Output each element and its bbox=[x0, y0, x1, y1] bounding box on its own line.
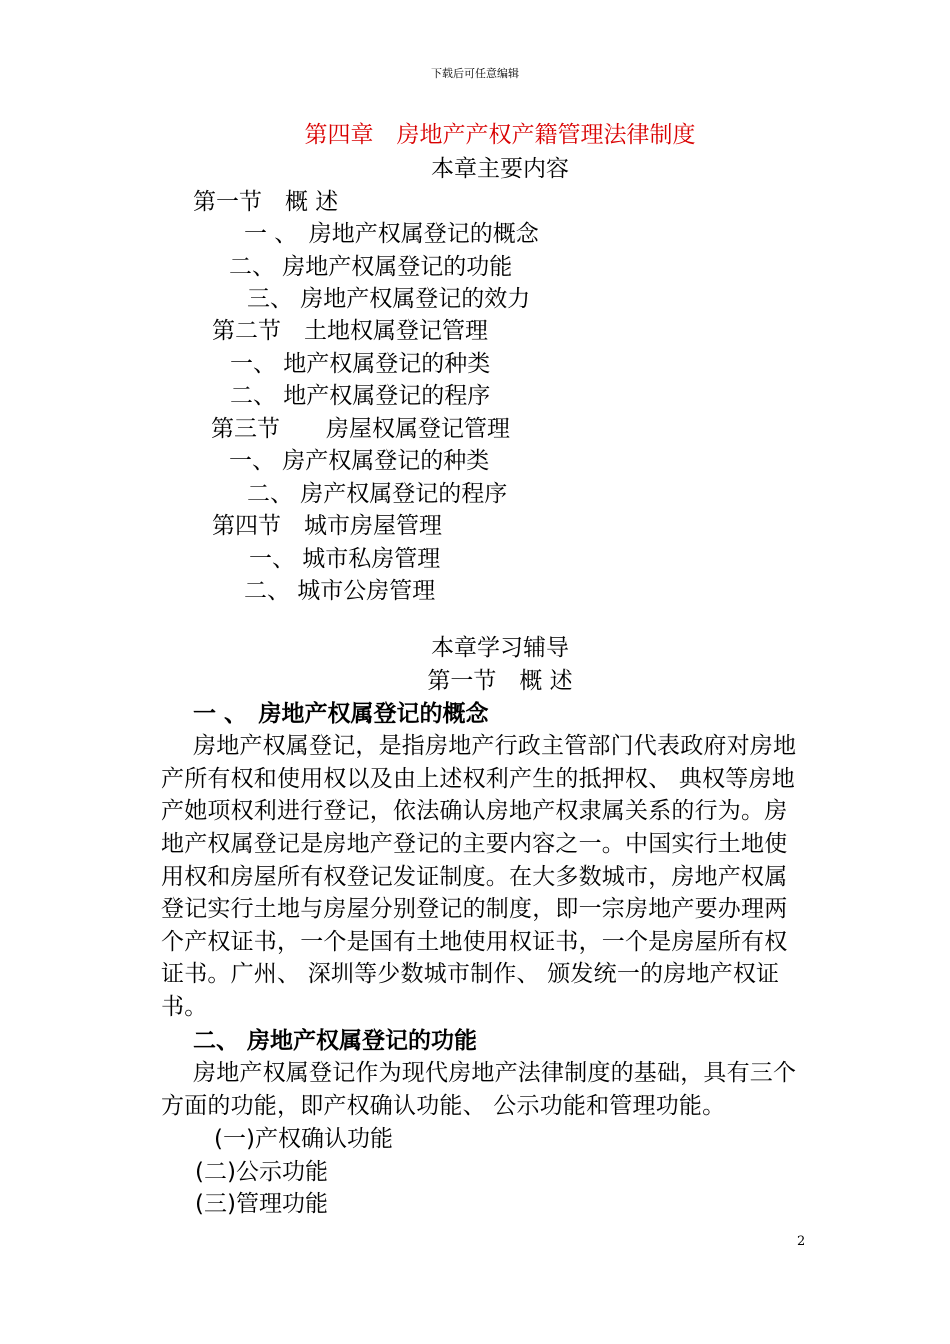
paragraph-line: 方面的功能，即产权确认功能、 公示功能和管理功能。 bbox=[161, 1093, 726, 1119]
chapter-title: 第四章 房地产产权产籍管理法律制度 bbox=[304, 122, 696, 148]
paragraph-line: 用权和房屋所有权登记发证制度。在大多数城市，房地产权属 bbox=[161, 864, 788, 890]
toc-item-2-2: 二、 地产权属登记的程序 bbox=[230, 383, 491, 409]
toc-item-4-2: 二、 城市公房管理 bbox=[244, 578, 436, 604]
paragraph-line: 个产权证书，一个是国有土地使用权证书，一个是房屋所有权 bbox=[161, 929, 788, 955]
paragraph-line: 房地产权属登记，是指房地产行政主管部门代表政府对房地 bbox=[193, 733, 797, 759]
toc-item-3-2: 二、 房产权属登记的程序 bbox=[247, 481, 508, 507]
toc-section-4: 第四节 城市房屋管理 bbox=[212, 513, 442, 539]
paragraph-line: 房地产权属登记作为现代房地产法律制度的基础，具有三个 bbox=[193, 1060, 797, 1086]
function-item-confirmation: (一)产权确认功能 bbox=[214, 1126, 393, 1152]
toc-section-1: 第一节 概 述 bbox=[193, 189, 339, 215]
function-subheading: 二、 房地产权属登记的功能 bbox=[193, 1028, 478, 1054]
paragraph-line: 地产权属登记是房地产登记的主要内容之一。中国实行土地使 bbox=[161, 831, 788, 857]
overview-heading: 本章主要内容 bbox=[431, 156, 569, 182]
toc-item-2-1: 一、 地产权属登记的种类 bbox=[230, 351, 491, 377]
toc-section-2: 第二节 土地权属登记管理 bbox=[212, 318, 488, 344]
function-item-management: (三)管理功能 bbox=[195, 1191, 328, 1217]
paragraph-line: 产所有权和使用权以及由上述权利产生的抵押权、 典权等房地 bbox=[161, 766, 795, 792]
toc-item-4-1: 一、 城市私房管理 bbox=[249, 546, 441, 572]
page-number: 2 bbox=[797, 1234, 806, 1249]
toc-item-3-1: 一、 房产权属登记的种类 bbox=[229, 448, 490, 474]
paragraph-line: 登记实行土地与房屋分别登记的制度，即一宗房地产要办理两 bbox=[161, 896, 788, 922]
toc-item-1-2: 二、 房地产权属登记的功能 bbox=[229, 254, 513, 280]
toc-item-1-3: 三、 房地产权属登记的效力 bbox=[247, 286, 531, 312]
guide-heading: 本章学习辅导 bbox=[431, 635, 569, 661]
toc-item-1-1: 一 、 房地产权属登记的概念 bbox=[244, 221, 539, 247]
paragraph-line: 书。 bbox=[161, 994, 208, 1020]
guide-section-heading: 第一节 概 述 bbox=[427, 668, 573, 694]
page-header-note: 下载后可任意编辑 bbox=[431, 67, 519, 80]
concept-subheading: 一 、 房地产权属登记的概念 bbox=[193, 701, 489, 727]
function-item-publicity: (二)公示功能 bbox=[195, 1159, 328, 1185]
toc-section-3: 第三节 房屋权属登记管理 bbox=[211, 416, 510, 442]
paragraph-line: 证书。广州、 深圳等少数城市制作、 颁发统一的房地产权证 bbox=[161, 961, 780, 987]
paragraph-line: 产她项权利进行登记，依法确认房地产权隶属关系的行为。房 bbox=[161, 798, 788, 824]
